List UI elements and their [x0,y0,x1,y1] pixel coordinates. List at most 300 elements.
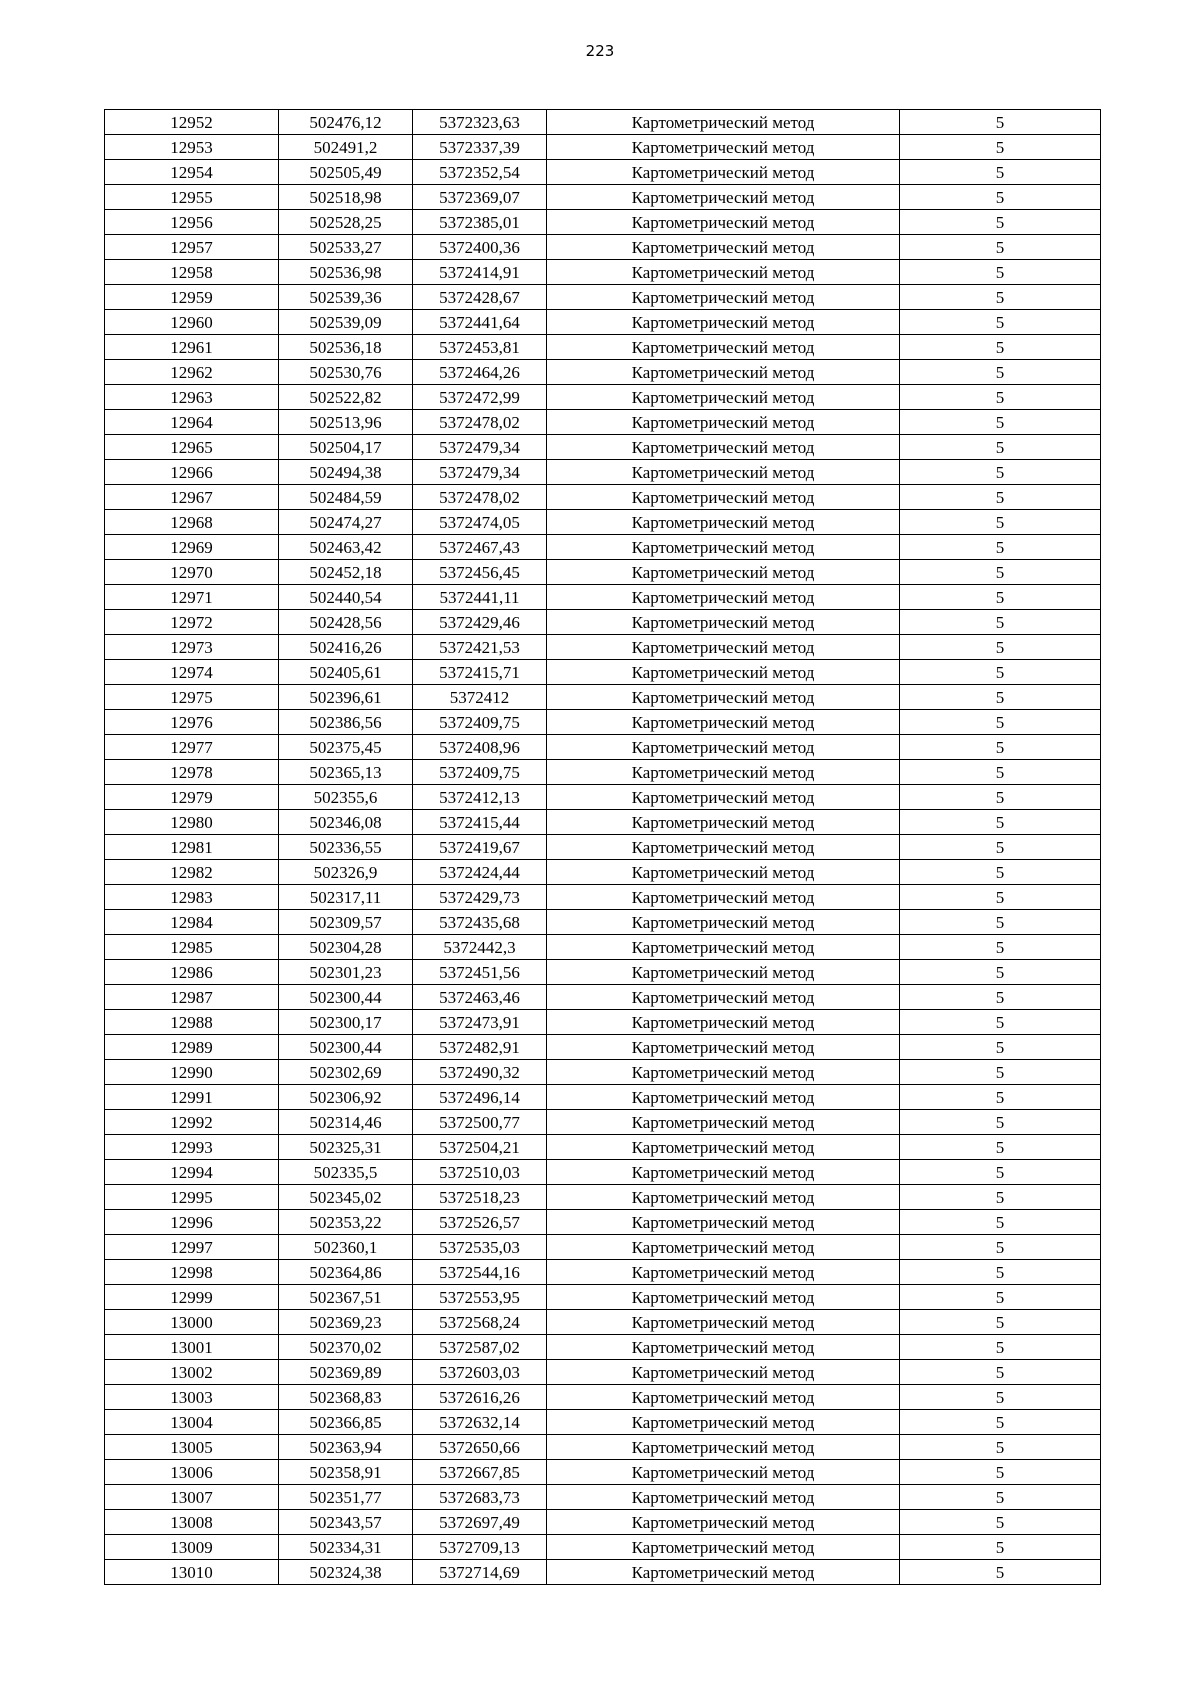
accuracy-cell: 5 [900,485,1101,510]
accuracy-cell: 5 [900,1285,1101,1310]
y-coordinate-cell: 5372421,53 [413,635,547,660]
table-row [105,285,1101,310]
accuracy-cell: 5 [900,910,1101,935]
method-cell: Картометрический метод [547,910,900,935]
method-cell: Картометрический метод [547,610,900,635]
table-row [105,885,1101,910]
y-coordinate-cell: 5372414,91 [413,260,547,285]
table-row [105,1460,1101,1485]
table-row [105,160,1101,185]
y-coordinate-cell: 5372479,34 [413,435,547,460]
table-row [105,460,1101,485]
x-coordinate-cell: 502304,28 [279,935,413,960]
accuracy-cell: 5 [900,1360,1101,1385]
point-number-cell: 12995 [105,1185,279,1210]
method-cell: Картометрический метод [547,785,900,810]
point-number-cell: 12986 [105,960,279,985]
y-coordinate-cell: 5372709,13 [413,1535,547,1560]
y-coordinate-cell: 5372510,03 [413,1160,547,1185]
table-row [105,635,1101,660]
point-number-cell: 12975 [105,685,279,710]
y-coordinate-cell: 5372408,96 [413,735,547,760]
method-cell: Картометрический метод [547,1110,900,1135]
accuracy-cell: 5 [900,835,1101,860]
x-coordinate-cell: 502351,77 [279,1485,413,1510]
point-number-cell: 12957 [105,235,279,260]
point-number-cell: 12994 [105,1160,279,1185]
method-cell: Картометрический метод [547,960,900,985]
accuracy-cell: 5 [900,260,1101,285]
x-coordinate-cell: 502335,5 [279,1160,413,1185]
method-cell: Картометрический метод [547,1310,900,1335]
accuracy-cell: 5 [900,1535,1101,1560]
accuracy-cell: 5 [900,1035,1101,1060]
method-cell: Картометрический метод [547,1285,900,1310]
table-row [105,935,1101,960]
x-coordinate-cell: 502367,51 [279,1285,413,1310]
accuracy-cell: 5 [900,1335,1101,1360]
y-coordinate-cell: 5372415,71 [413,660,547,685]
y-coordinate-cell: 5372400,36 [413,235,547,260]
point-number-cell: 12974 [105,660,279,685]
x-coordinate-cell: 502300,17 [279,1010,413,1035]
accuracy-cell: 5 [900,560,1101,585]
method-cell: Картометрический метод [547,735,900,760]
table-row [105,360,1101,385]
point-number-cell: 12954 [105,160,279,185]
point-number-cell: 12971 [105,585,279,610]
x-coordinate-cell: 502539,09 [279,310,413,335]
x-coordinate-cell: 502360,1 [279,1235,413,1260]
accuracy-cell: 5 [900,135,1101,160]
y-coordinate-cell: 5372544,16 [413,1260,547,1285]
accuracy-cell: 5 [900,410,1101,435]
y-coordinate-cell: 5372419,67 [413,835,547,860]
method-cell: Картометрический метод [547,835,900,860]
y-coordinate-cell: 5372415,44 [413,810,547,835]
table-row [105,610,1101,635]
x-coordinate-cell: 502368,83 [279,1385,413,1410]
method-cell: Картометрический метод [547,335,900,360]
point-number-cell: 12983 [105,885,279,910]
y-coordinate-cell: 5372412 [413,685,547,710]
point-number-cell: 12972 [105,610,279,635]
point-number-cell: 12992 [105,1110,279,1135]
table-row [105,1060,1101,1085]
accuracy-cell: 5 [900,960,1101,985]
table-row [105,785,1101,810]
accuracy-cell: 5 [900,1435,1101,1460]
table-row [105,760,1101,785]
method-cell: Картометрический метод [547,535,900,560]
x-coordinate-cell: 502369,89 [279,1360,413,1385]
point-number-cell: 12982 [105,860,279,885]
point-number-cell: 12993 [105,1135,279,1160]
accuracy-cell: 5 [900,1210,1101,1235]
point-number-cell: 13005 [105,1435,279,1460]
x-coordinate-cell: 502494,38 [279,460,413,485]
x-coordinate-cell: 502476,12 [279,110,413,135]
x-coordinate-cell: 502302,69 [279,1060,413,1085]
table-row [105,1185,1101,1210]
accuracy-cell: 5 [900,1485,1101,1510]
point-number-cell: 12970 [105,560,279,585]
y-coordinate-cell: 5372412,13 [413,785,547,810]
accuracy-cell: 5 [900,935,1101,960]
method-cell: Картометрический метод [547,285,900,310]
table-row [105,110,1101,135]
method-cell: Картометрический метод [547,385,900,410]
accuracy-cell: 5 [900,1510,1101,1535]
accuracy-cell: 5 [900,1085,1101,1110]
accuracy-cell: 5 [900,1110,1101,1135]
x-coordinate-cell: 502375,45 [279,735,413,760]
table-row [105,1560,1101,1585]
y-coordinate-cell: 5372500,77 [413,1110,547,1135]
point-number-cell: 12984 [105,910,279,935]
y-coordinate-cell: 5372490,32 [413,1060,547,1085]
x-coordinate-cell: 502343,57 [279,1510,413,1535]
y-coordinate-cell: 5372323,63 [413,110,547,135]
accuracy-cell: 5 [900,335,1101,360]
x-coordinate-cell: 502504,17 [279,435,413,460]
accuracy-cell: 5 [900,785,1101,810]
table-row [105,1010,1101,1035]
table-row [105,1135,1101,1160]
point-number-cell: 12988 [105,1010,279,1035]
point-number-cell: 12969 [105,535,279,560]
accuracy-cell: 5 [900,285,1101,310]
point-number-cell: 12963 [105,385,279,410]
table-row [105,1410,1101,1435]
point-number-cell: 12962 [105,360,279,385]
coordinates-table [104,109,1101,1585]
point-number-cell: 12979 [105,785,279,810]
y-coordinate-cell: 5372479,34 [413,460,547,485]
point-number-cell: 12997 [105,1235,279,1260]
y-coordinate-cell: 5372424,44 [413,860,547,885]
point-number-cell: 12977 [105,735,279,760]
method-cell: Картометрический метод [547,860,900,885]
table-row [105,1110,1101,1135]
point-number-cell: 12999 [105,1285,279,1310]
point-number-cell: 13000 [105,1310,279,1335]
accuracy-cell: 5 [900,310,1101,335]
y-coordinate-cell: 5372504,21 [413,1135,547,1160]
y-coordinate-cell: 5372496,14 [413,1085,547,1110]
x-coordinate-cell: 502363,94 [279,1435,413,1460]
x-coordinate-cell: 502366,85 [279,1410,413,1435]
table-row [105,1160,1101,1185]
table-row [105,185,1101,210]
table-row [105,810,1101,835]
accuracy-cell: 5 [900,1235,1101,1260]
y-coordinate-cell: 5372568,24 [413,1310,547,1335]
x-coordinate-cell: 502491,2 [279,135,413,160]
x-coordinate-cell: 502358,91 [279,1460,413,1485]
point-number-cell: 12959 [105,285,279,310]
page-number: 223 [585,42,615,60]
point-number-cell: 13008 [105,1510,279,1535]
x-coordinate-cell: 502505,49 [279,160,413,185]
point-number-cell: 12998 [105,1260,279,1285]
y-coordinate-cell: 5372456,45 [413,560,547,585]
table-row [105,1285,1101,1310]
table-row [105,1360,1101,1385]
point-number-cell: 12987 [105,985,279,1010]
x-coordinate-cell: 502324,38 [279,1560,413,1585]
accuracy-cell: 5 [900,710,1101,735]
accuracy-cell: 5 [900,1460,1101,1485]
x-coordinate-cell: 502386,56 [279,710,413,735]
point-number-cell: 12973 [105,635,279,660]
method-cell: Картометрический метод [547,1535,900,1560]
x-coordinate-cell: 502452,18 [279,560,413,585]
method-cell: Картометрический метод [547,560,900,585]
x-coordinate-cell: 502346,08 [279,810,413,835]
accuracy-cell: 5 [900,1310,1101,1335]
table-row [105,1385,1101,1410]
accuracy-cell: 5 [900,185,1101,210]
method-cell: Картометрический метод [547,1510,900,1535]
accuracy-cell: 5 [900,735,1101,760]
y-coordinate-cell: 5372553,95 [413,1285,547,1310]
y-coordinate-cell: 5372409,75 [413,710,547,735]
method-cell: Картометрический метод [547,1410,900,1435]
accuracy-cell: 5 [900,1385,1101,1410]
point-number-cell: 12989 [105,1035,279,1060]
accuracy-cell: 5 [900,1560,1101,1585]
x-coordinate-cell: 502365,13 [279,760,413,785]
y-coordinate-cell: 5372463,46 [413,985,547,1010]
point-number-cell: 12958 [105,260,279,285]
accuracy-cell: 5 [900,660,1101,685]
method-cell: Картометрический метод [547,135,900,160]
point-number-cell: 12965 [105,435,279,460]
accuracy-cell: 5 [900,1260,1101,1285]
point-number-cell: 12996 [105,1210,279,1235]
table-row [105,1260,1101,1285]
method-cell: Картометрический метод [547,460,900,485]
method-cell: Картометрический метод [547,1010,900,1035]
table-row [105,1035,1101,1060]
y-coordinate-cell: 5372632,14 [413,1410,547,1435]
y-coordinate-cell: 5372482,91 [413,1035,547,1060]
table-row [105,1335,1101,1360]
method-cell: Картометрический метод [547,1060,900,1085]
point-number-cell: 12978 [105,760,279,785]
method-cell: Картометрический метод [547,1160,900,1185]
x-coordinate-cell: 502370,02 [279,1335,413,1360]
accuracy-cell: 5 [900,460,1101,485]
y-coordinate-cell: 5372409,75 [413,760,547,785]
accuracy-cell: 5 [900,385,1101,410]
accuracy-cell: 5 [900,635,1101,660]
x-coordinate-cell: 502405,61 [279,660,413,685]
method-cell: Картометрический метод [547,435,900,460]
table-row [105,735,1101,760]
point-number-cell: 12980 [105,810,279,835]
y-coordinate-cell: 5372429,73 [413,885,547,910]
accuracy-cell: 5 [900,435,1101,460]
y-coordinate-cell: 5372467,43 [413,535,547,560]
x-coordinate-cell: 502513,96 [279,410,413,435]
x-coordinate-cell: 502309,57 [279,910,413,935]
point-number-cell: 12960 [105,310,279,335]
accuracy-cell: 5 [900,1060,1101,1085]
method-cell: Картометрический метод [547,1085,900,1110]
y-coordinate-cell: 5372464,26 [413,360,547,385]
table-row [105,1085,1101,1110]
x-coordinate-cell: 502300,44 [279,1035,413,1060]
point-number-cell: 12956 [105,210,279,235]
method-cell: Картометрический метод [547,635,900,660]
table-row [105,485,1101,510]
y-coordinate-cell: 5372428,67 [413,285,547,310]
method-cell: Картометрический метод [547,1460,900,1485]
y-coordinate-cell: 5372697,49 [413,1510,547,1535]
accuracy-cell: 5 [900,685,1101,710]
method-cell: Картометрический метод [547,1560,900,1585]
y-coordinate-cell: 5372442,3 [413,935,547,960]
table-row [105,710,1101,735]
y-coordinate-cell: 5372526,57 [413,1210,547,1235]
point-number-cell: 12964 [105,410,279,435]
y-coordinate-cell: 5372441,11 [413,585,547,610]
accuracy-cell: 5 [900,1010,1101,1035]
point-number-cell: 13006 [105,1460,279,1485]
method-cell: Картометрический метод [547,985,900,1010]
x-coordinate-cell: 502364,86 [279,1260,413,1285]
y-coordinate-cell: 5372603,03 [413,1360,547,1385]
x-coordinate-cell: 502428,56 [279,610,413,635]
method-cell: Картометрический метод [547,360,900,385]
accuracy-cell: 5 [900,585,1101,610]
table-row [105,1235,1101,1260]
x-coordinate-cell: 502369,23 [279,1310,413,1335]
table-row [105,910,1101,935]
y-coordinate-cell: 5372714,69 [413,1560,547,1585]
y-coordinate-cell: 5372667,85 [413,1460,547,1485]
point-number-cell: 12953 [105,135,279,160]
y-coordinate-cell: 5372352,54 [413,160,547,185]
x-coordinate-cell: 502334,31 [279,1535,413,1560]
y-coordinate-cell: 5372650,66 [413,1435,547,1460]
point-number-cell: 12966 [105,460,279,485]
method-cell: Картометрический метод [547,1035,900,1060]
method-cell: Картометрический метод [547,185,900,210]
table-row [105,535,1101,560]
x-coordinate-cell: 502484,59 [279,485,413,510]
point-number-cell: 13003 [105,1385,279,1410]
y-coordinate-cell: 5372518,23 [413,1185,547,1210]
x-coordinate-cell: 502336,55 [279,835,413,860]
table-row [105,585,1101,610]
table-row [105,985,1101,1010]
x-coordinate-cell: 502345,02 [279,1185,413,1210]
x-coordinate-cell: 502530,76 [279,360,413,385]
accuracy-cell: 5 [900,1410,1101,1435]
table-row [105,435,1101,460]
method-cell: Картометрический метод [547,1260,900,1285]
accuracy-cell: 5 [900,1135,1101,1160]
table-row [105,1435,1101,1460]
method-cell: Картометрический метод [547,1135,900,1160]
table-row [105,335,1101,360]
point-number-cell: 12976 [105,710,279,735]
accuracy-cell: 5 [900,610,1101,635]
x-coordinate-cell: 502474,27 [279,510,413,535]
accuracy-cell: 5 [900,210,1101,235]
accuracy-cell: 5 [900,535,1101,560]
accuracy-cell: 5 [900,760,1101,785]
table-row [105,385,1101,410]
y-coordinate-cell: 5372587,02 [413,1335,547,1360]
point-number-cell: 12967 [105,485,279,510]
table-row [105,1310,1101,1335]
y-coordinate-cell: 5372616,26 [413,1385,547,1410]
table-row [105,235,1101,260]
method-cell: Картометрический метод [547,1435,900,1460]
method-cell: Картометрический метод [547,710,900,735]
table-row [105,660,1101,685]
x-coordinate-cell: 502522,82 [279,385,413,410]
method-cell: Картометрический метод [547,885,900,910]
method-cell: Картометрический метод [547,410,900,435]
x-coordinate-cell: 502326,9 [279,860,413,885]
x-coordinate-cell: 502536,98 [279,260,413,285]
accuracy-cell: 5 [900,510,1101,535]
method-cell: Картометрический метод [547,485,900,510]
table-row [105,510,1101,535]
table-row [105,1535,1101,1560]
method-cell: Картометрический метод [547,1360,900,1385]
point-number-cell: 13010 [105,1560,279,1585]
accuracy-cell: 5 [900,1185,1101,1210]
y-coordinate-cell: 5372369,07 [413,185,547,210]
accuracy-cell: 5 [900,810,1101,835]
method-cell: Картометрический метод [547,1385,900,1410]
x-coordinate-cell: 502440,54 [279,585,413,610]
coordinates-table-body [105,110,1101,1585]
x-coordinate-cell: 502306,92 [279,1085,413,1110]
x-coordinate-cell: 502518,98 [279,185,413,210]
y-coordinate-cell: 5372451,56 [413,960,547,985]
table-row [105,1210,1101,1235]
y-coordinate-cell: 5372429,46 [413,610,547,635]
accuracy-cell: 5 [900,235,1101,260]
x-coordinate-cell: 502396,61 [279,685,413,710]
table-row [105,410,1101,435]
y-coordinate-cell: 5372683,73 [413,1485,547,1510]
method-cell: Картометрический метод [547,1335,900,1360]
method-cell: Картометрический метод [547,110,900,135]
point-number-cell: 12981 [105,835,279,860]
point-number-cell: 12968 [105,510,279,535]
table-row [105,685,1101,710]
x-coordinate-cell: 502317,11 [279,885,413,910]
x-coordinate-cell: 502528,25 [279,210,413,235]
point-number-cell: 13002 [105,1360,279,1385]
method-cell: Картометрический метод [547,810,900,835]
x-coordinate-cell: 502416,26 [279,635,413,660]
table-row [105,310,1101,335]
method-cell: Картометрический метод [547,660,900,685]
method-cell: Картометрический метод [547,685,900,710]
point-number-cell: 13001 [105,1335,279,1360]
method-cell: Картометрический метод [547,1235,900,1260]
y-coordinate-cell: 5372535,03 [413,1235,547,1260]
